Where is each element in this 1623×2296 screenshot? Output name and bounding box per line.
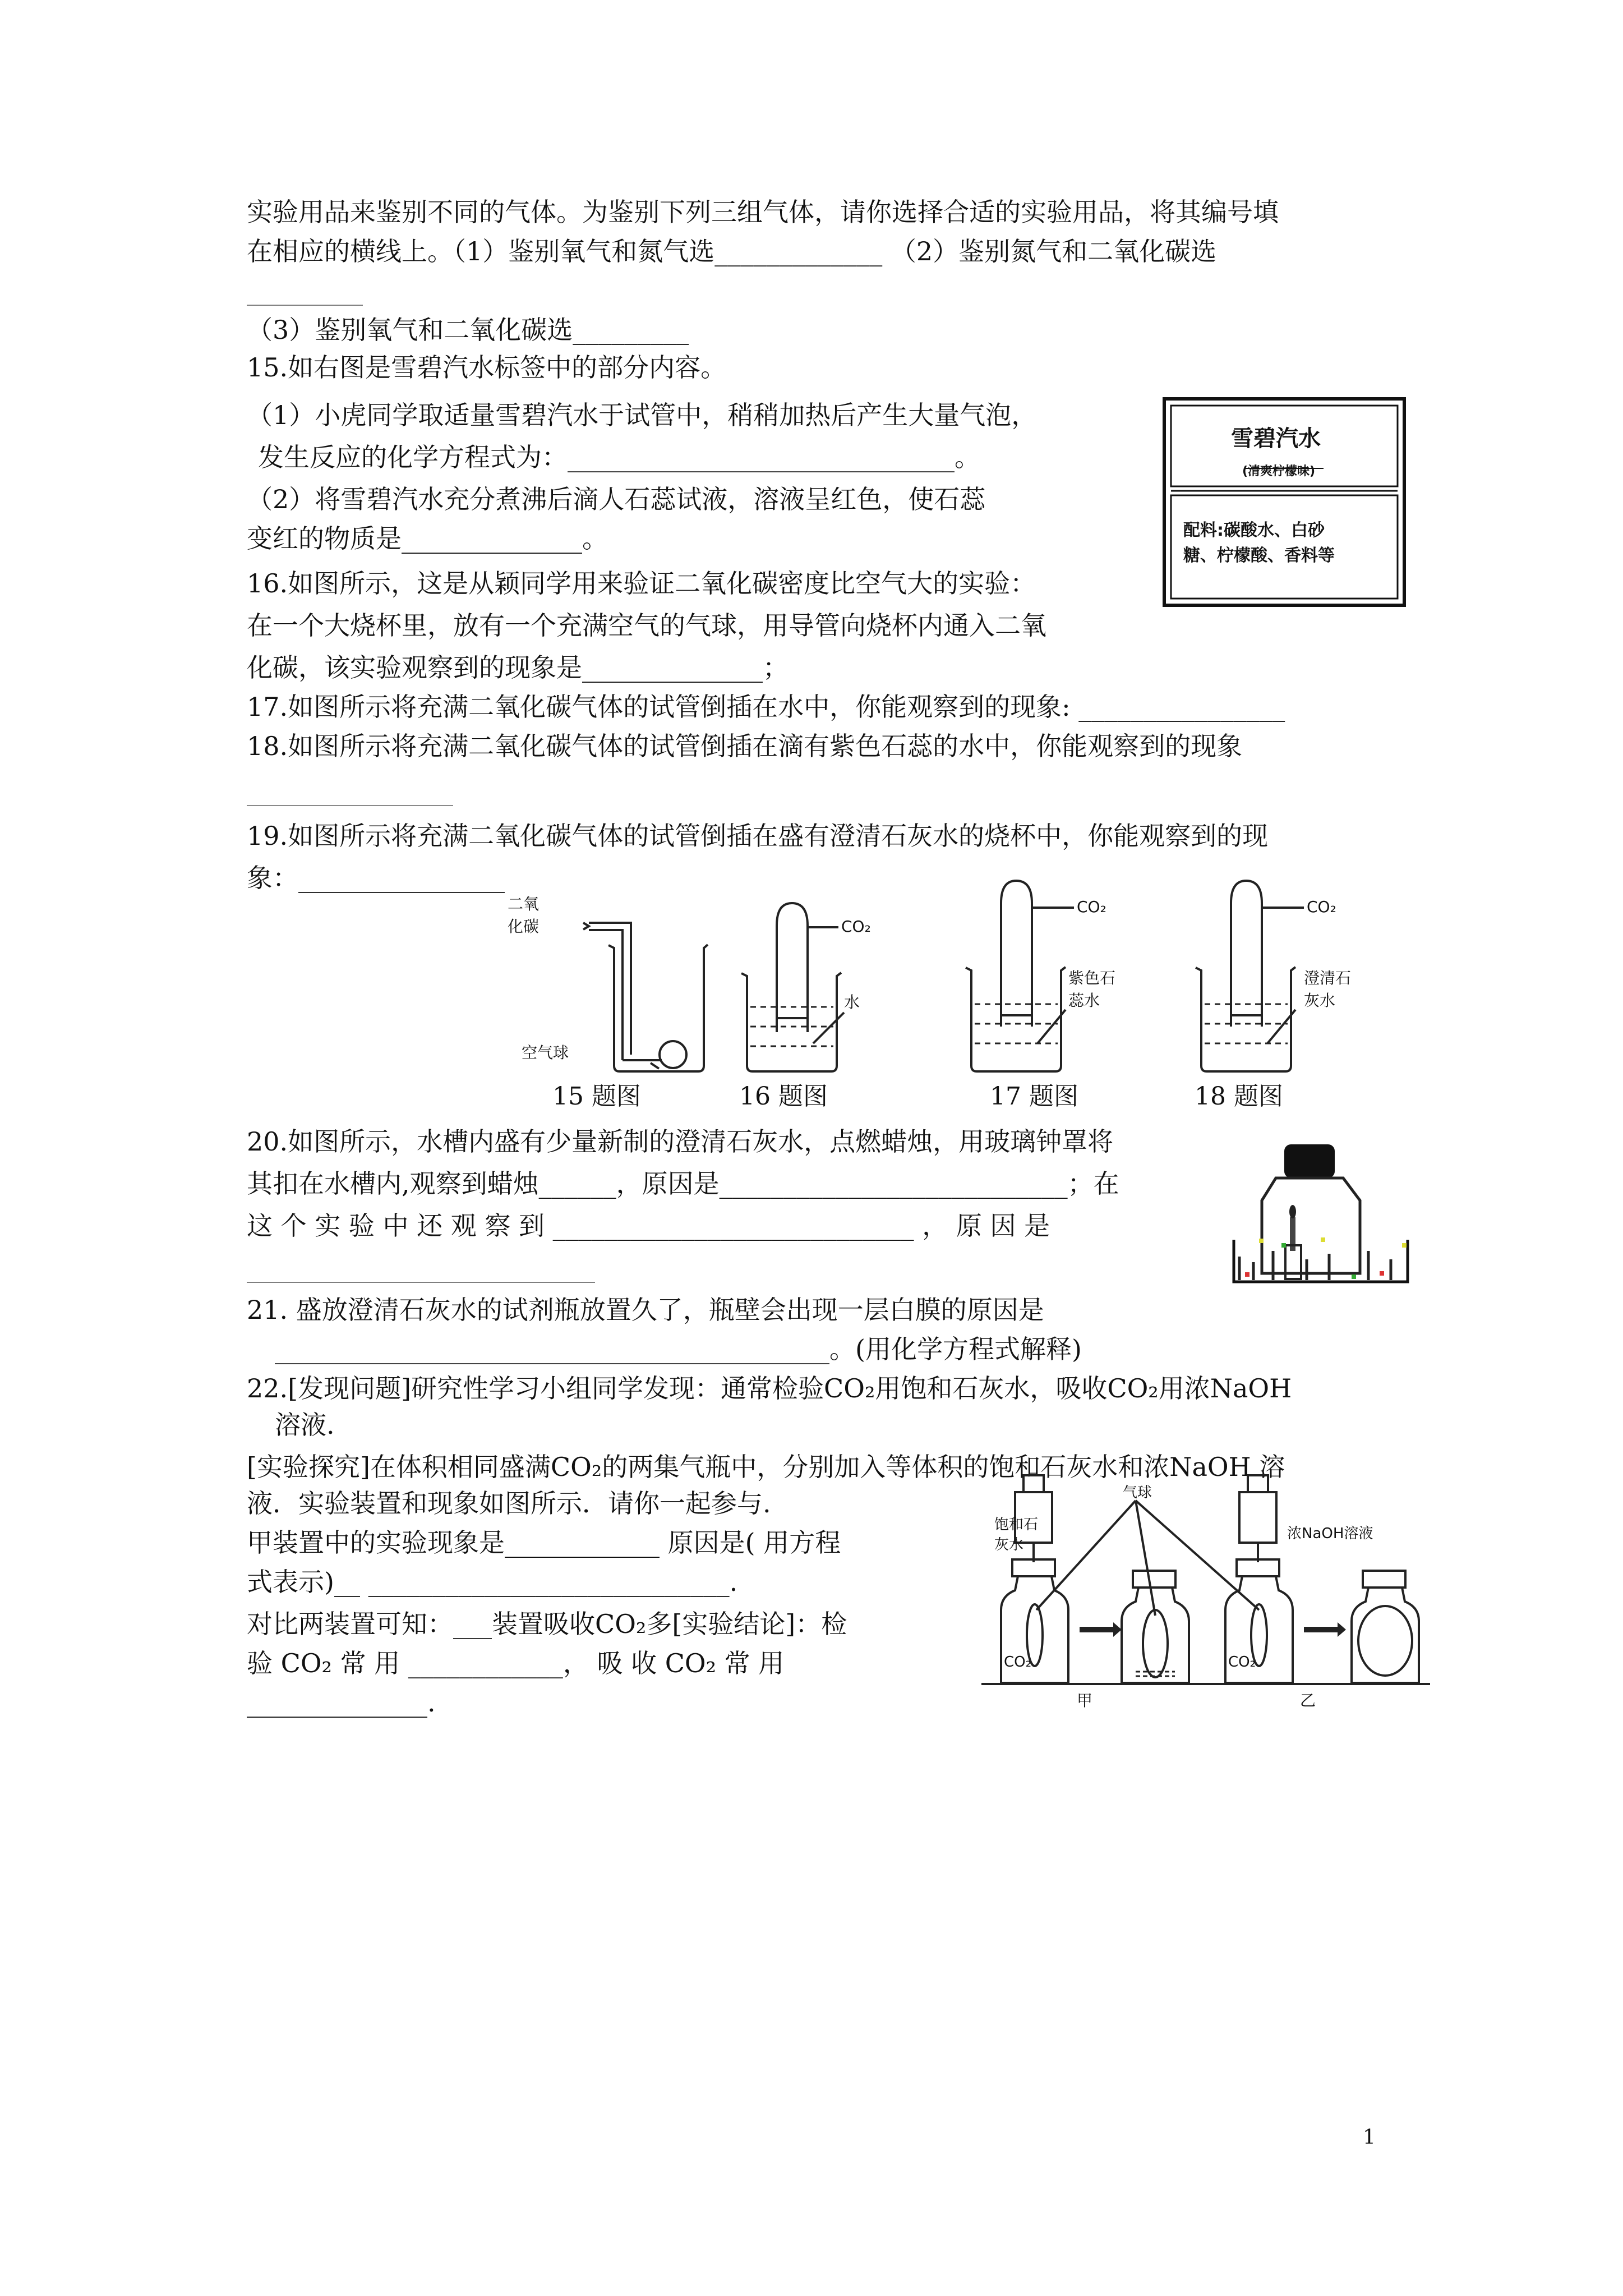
fig22-yi-label: 乙 — [1300, 1691, 1316, 1710]
question-17: 17.如图所示将充满二氧化碳气体的试管倒插在水中，你能观察到的现象: ________________ — [247, 692, 1285, 722]
question-16: 16.如图所示，这是从颖同学用来验证二氧化碳密度比空气大的实验： — [247, 568, 1036, 599]
fig15-balloon-label: 空气球 — [522, 1043, 569, 1062]
text-line: （1）小虎同学取适量雪碧汽水于试管中，稍稍加热后产生大量气泡， — [247, 400, 1038, 430]
text-line: _________ — [247, 275, 363, 306]
fig22-limewater-label: 灰水 — [994, 1536, 1024, 1553]
question-20: 20.如图所示，水槽内盛有少量新制的澄清石灰水，点燃蜡烛，用玻璃钟罩将 — [247, 1126, 1114, 1157]
question-18: 18.如图所示将充满二氧化碳气体的试管倒插在滴有紫色石蕊的水中，你能观察到的现象 — [247, 731, 1243, 761]
text-line: 式表示)__ ____________________________. — [247, 1567, 738, 1597]
fig17-caption: 17 题图 — [990, 1082, 1078, 1111]
label-title: 雪碧汽水 — [1231, 425, 1321, 452]
co2-absorption-apparatus-figure — [970, 1470, 1436, 1705]
text-line: 在一个大烧杯里，放有一个充满空气的气球，用导管向烧杯内通入二氧 — [247, 610, 1046, 641]
question-21: 21. 盛放澄清石灰水的试剂瓶放置久了，瓶壁会出现一层白膜的原因是 — [247, 1295, 1044, 1325]
fig15-co2-label: 化碳 — [508, 917, 540, 936]
text-line: （2）将雪碧汽水充分煮沸后滴人石蕊试液，溶液呈红色，使石蕊 — [247, 484, 986, 514]
label-subtitle: (清爽柠檬味) — [1242, 464, 1316, 478]
fig22-co2-label: CO₂ — [1004, 1654, 1032, 1671]
fig16-co2-label: CO₂ — [841, 917, 871, 936]
text-line: 溶液. — [275, 1410, 335, 1440]
fig18-limewater-label: 澄清石 — [1304, 969, 1352, 987]
text-line: 这 个 实 验 中 还 观 察 到 ____________________________ ， 原 因 是 — [247, 1211, 1050, 1241]
text-line: 在相应的横线上。（1）鉴别氧气和氮气选_____________ （2）鉴别氮气和二氧化碳选 — [247, 236, 1217, 266]
fig15-co2-label: 二氧 — [508, 895, 540, 913]
fig18-co2-label: CO₂ — [1307, 898, 1336, 916]
text-line: 其扣在水槽内,观察到蜡烛______，原因是___________________________；在 — [247, 1168, 1119, 1199]
text-line: ___________________________________________。(用化学方程式解释) — [275, 1334, 1082, 1364]
text-line: 对比两装置可知：___装置吸收CO₂多[实验结论]：检 — [247, 1609, 847, 1639]
text-line: [实验探究]在体积相同盛满CO₂的两集气瓶中，分别加入等体积的饱和石灰水和浓NaOH 溶 — [247, 1452, 1285, 1482]
text-line: 化碳，该实验观察到的现象是______________； — [247, 652, 789, 683]
fig16-water-label: 水 — [844, 993, 860, 1011]
text-line: 象：________________ — [247, 863, 505, 893]
question-22: 22.[发现问题]研究性学习小组同学发现：通常检验CO₂用饱和石灰水，吸收CO₂用浓NaOH — [247, 1373, 1292, 1404]
page-number: 1 — [1363, 2126, 1376, 2149]
fig15-caption: 15 题图 — [552, 1082, 641, 1111]
fig16-caption: 16 题图 — [739, 1082, 828, 1111]
text-line: （3）鉴别氧气和二氧化碳选_________ — [247, 315, 689, 345]
text-line: 甲装置中的实验现象是____________ 原因是( 用方程 — [247, 1527, 841, 1558]
text-line: ________________ — [247, 776, 453, 806]
fig22-naoh-label: 浓NaOH溶液 — [1287, 1525, 1373, 1542]
co2-experiment-figures — [0, 0, 1623, 1122]
fig22-balloon-label: 气球 — [1123, 1484, 1152, 1501]
text-line: ___________________________ — [247, 1253, 595, 1283]
fig17-litmus-label: 紫色石 — [1068, 969, 1116, 987]
fig22-co2-label: CO₂ — [1228, 1654, 1256, 1671]
fig22-limewater-label: 饱和石 — [994, 1516, 1039, 1533]
text-line: 验 CO₂ 常 用 ____________， 吸 收 CO₂ 常 用 — [247, 1648, 785, 1678]
text-line: 实验用品来鉴别不同的气体。为鉴别下列三组气体，请你选择合适的实验用品，将其编号填 — [247, 197, 1279, 227]
fig17-co2-label: CO₂ — [1077, 898, 1106, 916]
text-line: 发生反应的化学方程式为：______________________________。 — [258, 442, 980, 472]
fig18-limewater-label: 灰水 — [1304, 991, 1336, 1010]
question-15: 15.如右图是雪碧汽水标签中的部分内容。 — [247, 352, 727, 383]
label-ingredients: 配料:碳酸水、白砂 — [1183, 521, 1325, 540]
text-line: 变红的物质是______________。 — [247, 523, 608, 554]
fig17-litmus-label: 蕊水 — [1068, 991, 1100, 1010]
question-19: 19.如图所示将充满二氧化碳气体的试管倒插在盛有澄清石灰水的烧杯中，你能观察到的现 — [247, 821, 1269, 851]
bell-jar-candle-figure — [1223, 1133, 1419, 1307]
label-ingredients: 糖、柠檬酸、香料等 — [1183, 546, 1335, 565]
fig18-caption: 18 题图 — [1195, 1082, 1283, 1111]
text-line: ______________. — [247, 1687, 436, 1718]
text-line: 液．实验装置和现象如图所示．请你一起参与. — [247, 1488, 771, 1519]
fig22-jia-label: 甲 — [1077, 1691, 1093, 1710]
